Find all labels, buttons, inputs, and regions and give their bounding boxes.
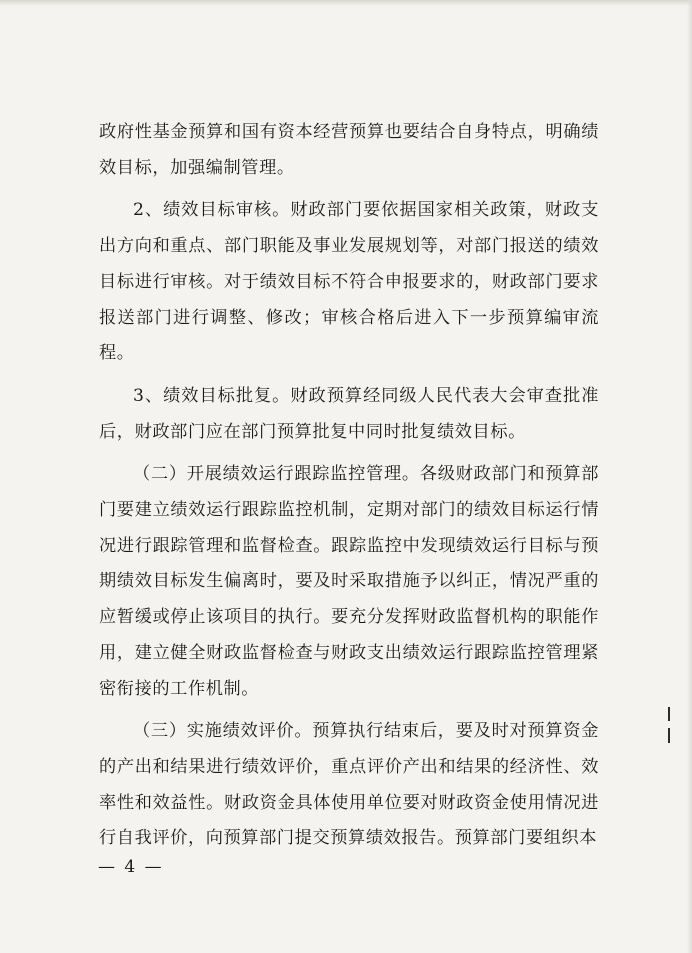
binding-mark-top bbox=[668, 707, 670, 721]
paragraph-4: （二）开展绩效运行跟踪监控管理。各级财政部门和预算部门要建立绩效运行跟踪监控机制，定期对部门的绩效目标运行情况进行跟踪管理和监督检查。跟踪监控中发现绩效运行目标与预期绩效目标发生偏离时，要及时采取措施予以纠正，情况严重的应暂缓或停止该项目的执行。要充分发挥财政监督机构的职能作用，建立健全财政监督检查与财政支出绩效运行跟踪监控管理紧密衔接的工作机制。 bbox=[99, 464, 599, 699]
document-body bbox=[99, 115, 599, 864]
page-top-edge bbox=[0, 0, 692, 6]
binding-mark-bottom bbox=[668, 728, 670, 743]
paragraph-1: 政府性基金预算和国有资本经营预算也要结合自身特点，明确绩效目标，加强编制管理。 bbox=[99, 122, 599, 178]
paragraph-3: 3、绩效目标批复。财政预算经同级人民代表大会审查批准后，财政部门应在部门预算批复中同时批复绩效目标。 bbox=[99, 385, 599, 442]
page-right-edge bbox=[687, 0, 692, 953]
paragraph-2: 2、绩效目标审核。财政部门要依据国家相关政策，财政支出方向和重点、部门职能及事业发展规划等，对部门报送的绩效目标进行审核。对于绩效目标不符合申报要求的，财政部门要求报送部门进行调整、修改；审核合格后进入下一步预算编审流程。 bbox=[99, 200, 599, 364]
page-number: — 4 — bbox=[98, 857, 164, 877]
paragraph-5: （三）实施绩效评价。预算执行结束后，要及时对预算资金的产出和结果进行绩效评价，重点评价产出和结果的经济性、效率性和效益性。财政资金具体使用单位要对财政资金使用情况进行自我评价，向预算部门提交预算绩效报告。预算部门要组织本 bbox=[99, 721, 599, 849]
